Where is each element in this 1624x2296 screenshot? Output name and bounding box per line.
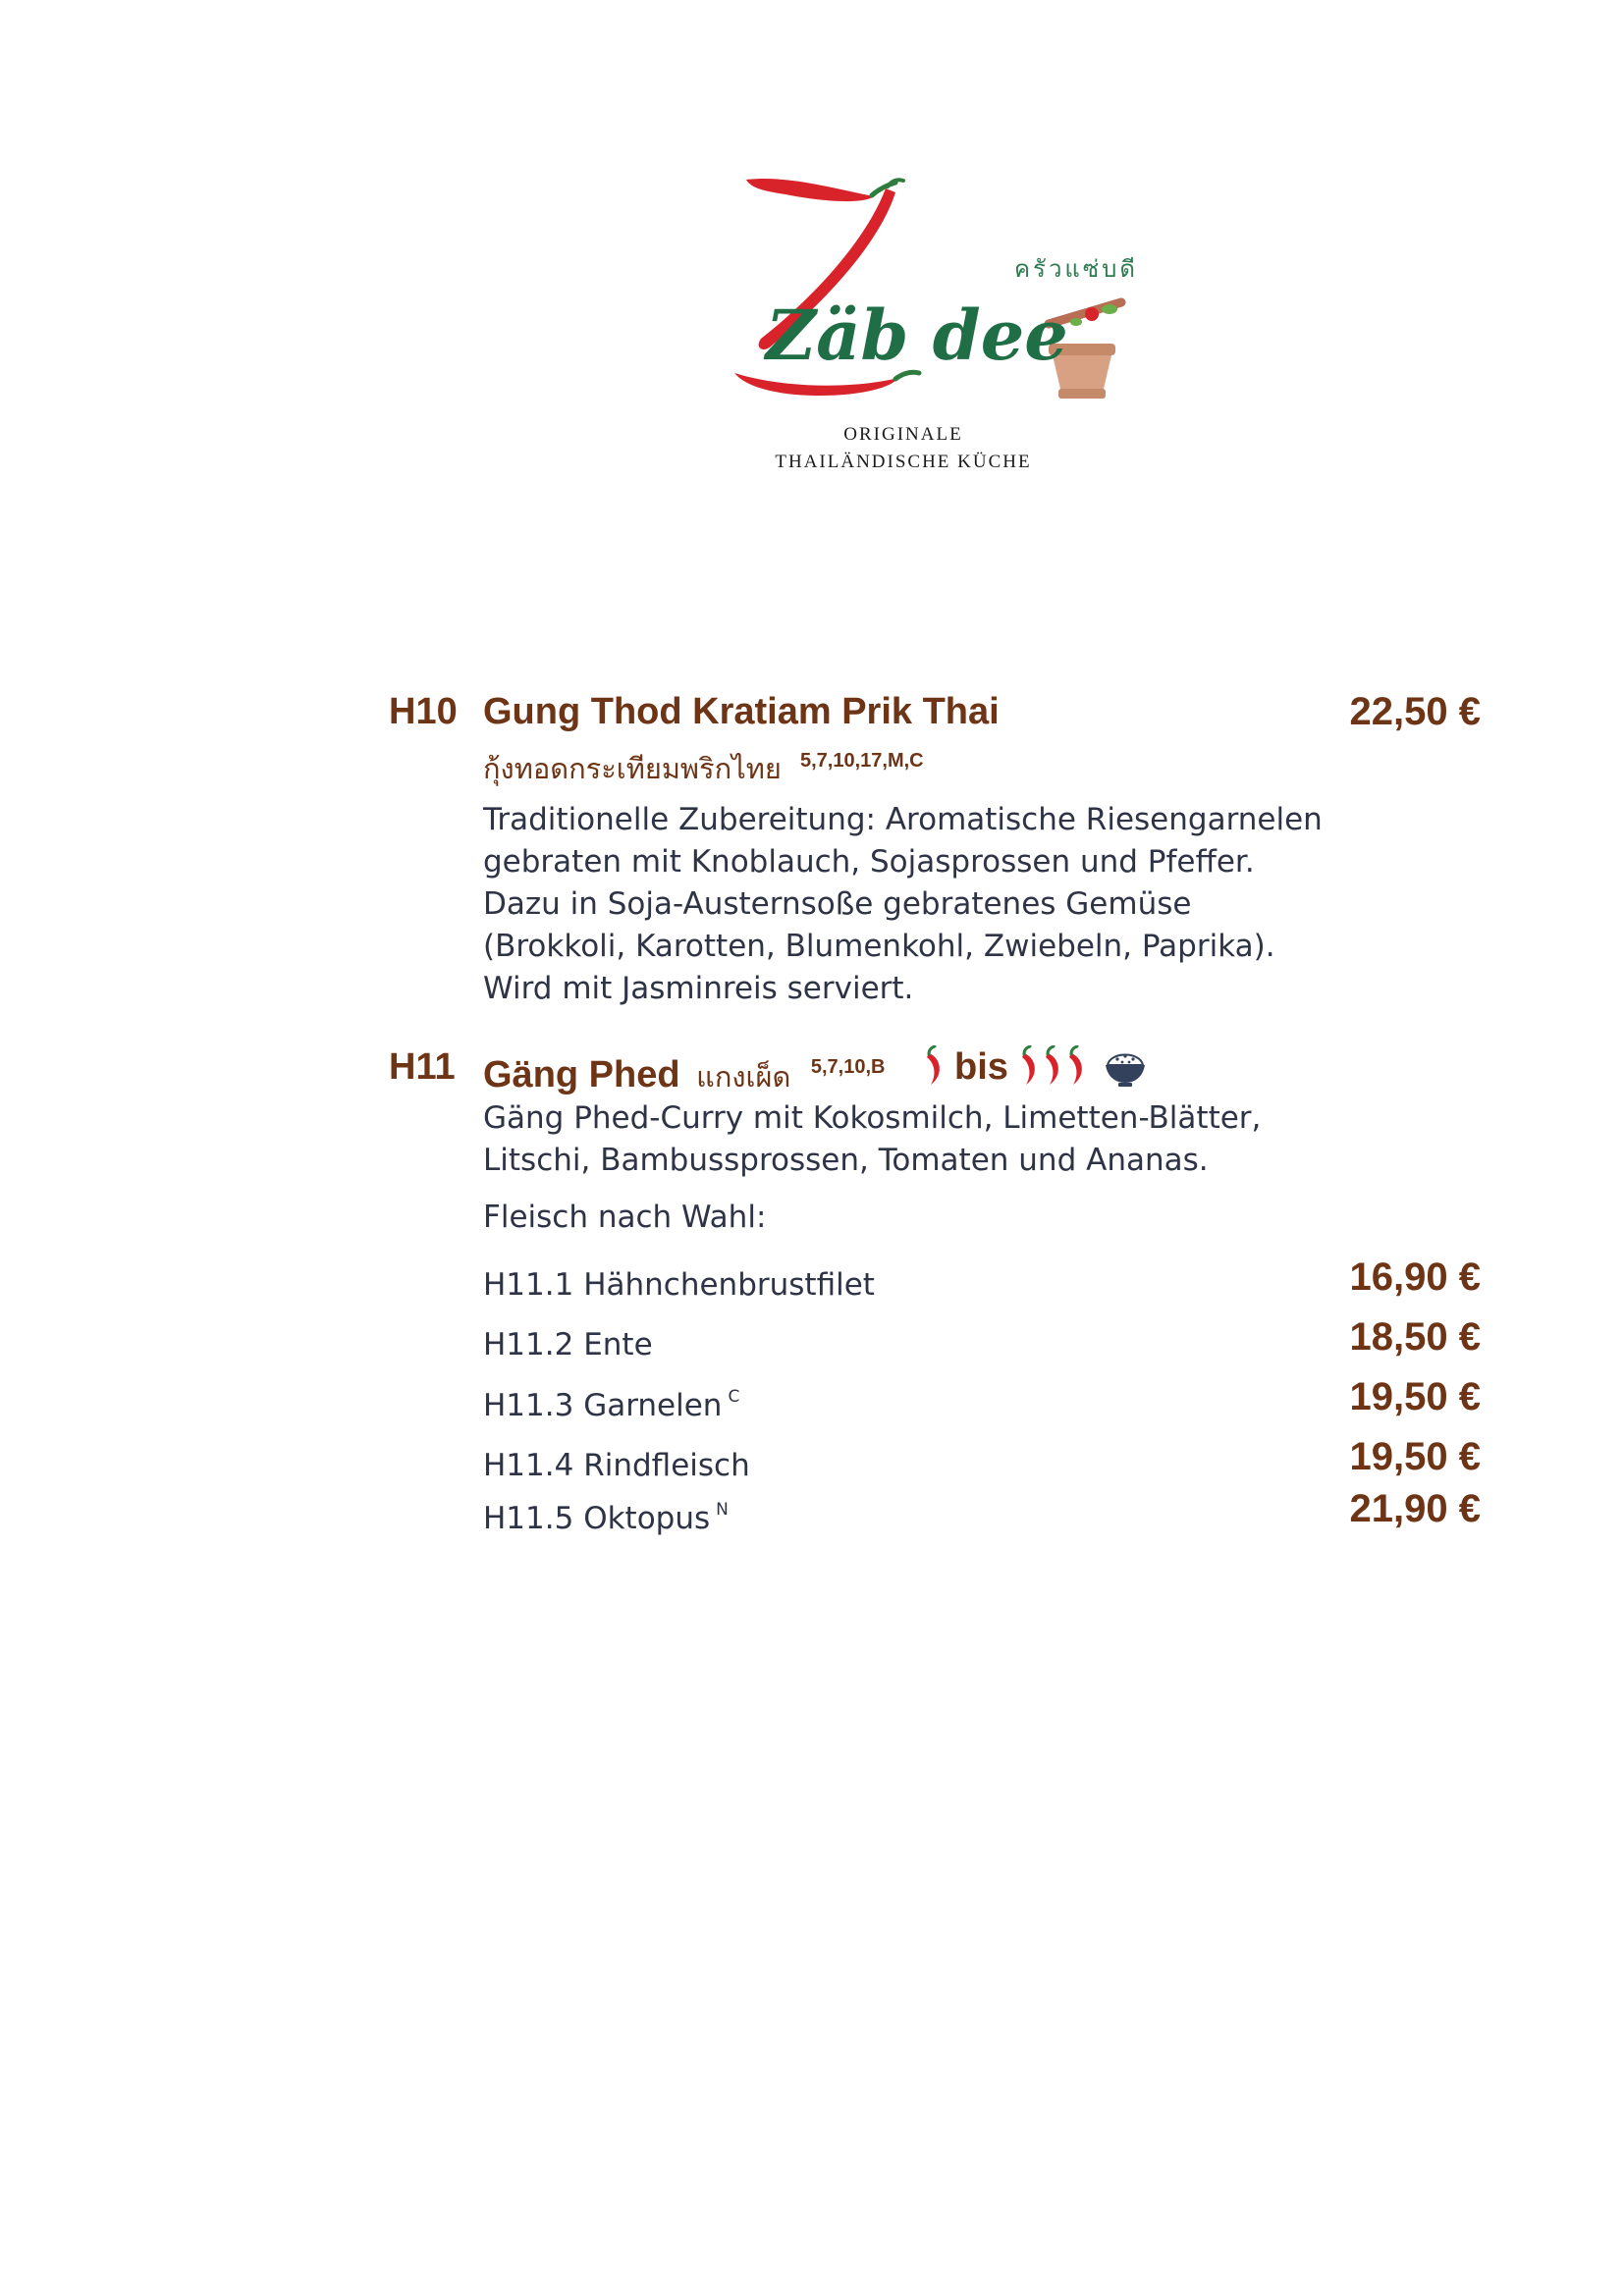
chili-icon — [923, 1045, 947, 1089]
dish-name: Gäng Phed — [483, 1054, 680, 1095]
description-line: Gäng Phed-Curry mit Kokosmilch, Limetten-Blätter, — [483, 1100, 1262, 1136]
description-line: Wird mit Jasminreis serviert. — [483, 971, 914, 1006]
dish-description — [483, 1097, 1347, 1182]
option-price: 19,50 € — [1349, 1435, 1481, 1478]
dish-title-row — [483, 1044, 885, 1099]
option-label — [483, 1490, 729, 1538]
description-line: (Brokkoli, Karotten, Blumenkohl, Zwiebeln, Paprika). — [483, 929, 1275, 964]
option-allergen: C — [728, 1387, 740, 1407]
option-label — [483, 1316, 659, 1364]
dish-thai-row — [483, 746, 924, 791]
option-label — [483, 1377, 739, 1425]
logo-tagline-line1: ORIGINALE — [843, 424, 963, 445]
dish-thai-name: กุ้งทอดกระเทียมพริกไทย — [483, 752, 782, 785]
option-price: 21,90 € — [1349, 1487, 1481, 1530]
restaurant-logo — [0, 0, 1624, 510]
dish-thai-name: แกงเผ็ด — [696, 1060, 791, 1094]
dish-code: H11 — [389, 1046, 456, 1088]
option-name: H11.3 Garnelen — [483, 1388, 723, 1423]
option-price: 18,50 € — [1349, 1315, 1481, 1359]
dish-price: 22,50 € — [1349, 690, 1481, 733]
rice-bowl-icon — [1103, 1045, 1148, 1089]
allergen-codes: 5,7,10,17,M,C — [799, 750, 924, 772]
option-name: H11.1 Hähnchenbrustfilet — [483, 1267, 875, 1303]
logo-thai-name: ครัวแซ่บดี — [1014, 255, 1138, 283]
spice-level — [923, 1042, 1148, 1092]
dish-name: Gung Thod Kratiam Prik Thai — [483, 691, 1000, 732]
description-line: Litschi, Bambussprossen, Tomaten und Ananas. — [483, 1143, 1209, 1178]
allergen-codes: 5,7,10,B — [810, 1056, 886, 1078]
logo-name: Zäb dee — [766, 294, 1068, 376]
choice-label: Fleisch nach Wahl: — [483, 1200, 767, 1235]
spice-range-word: bis — [954, 1045, 1008, 1088]
chili-icon — [1018, 1045, 1042, 1089]
option-allergen: N — [716, 1500, 729, 1520]
option-name: H11.5 Oktopus — [483, 1501, 711, 1536]
description-line: Traditionelle Zubereitung: Aromatische Riesengarnelen — [483, 802, 1323, 837]
chili-icon — [1065, 1045, 1089, 1089]
option-label — [483, 1437, 756, 1485]
option-name: H11.2 Ente — [483, 1327, 653, 1362]
dish-code: H10 — [389, 691, 458, 732]
logo-tagline-line2: THAILÄNDISCHE KÜCHE — [775, 452, 1032, 472]
option-name: H11.4 Rindfleisch — [483, 1448, 750, 1483]
description-line: Dazu in Soja-Austernsoße gebratenes Gemüse — [483, 886, 1192, 922]
description-line: gebraten mit Knoblauch, Sojasprossen und Pfeffer. — [483, 844, 1255, 880]
option-price: 16,90 € — [1349, 1255, 1481, 1299]
dish-description — [483, 799, 1347, 1010]
option-label — [483, 1256, 881, 1305]
option-price: 19,50 € — [1349, 1375, 1481, 1418]
chili-icon — [1042, 1045, 1065, 1089]
